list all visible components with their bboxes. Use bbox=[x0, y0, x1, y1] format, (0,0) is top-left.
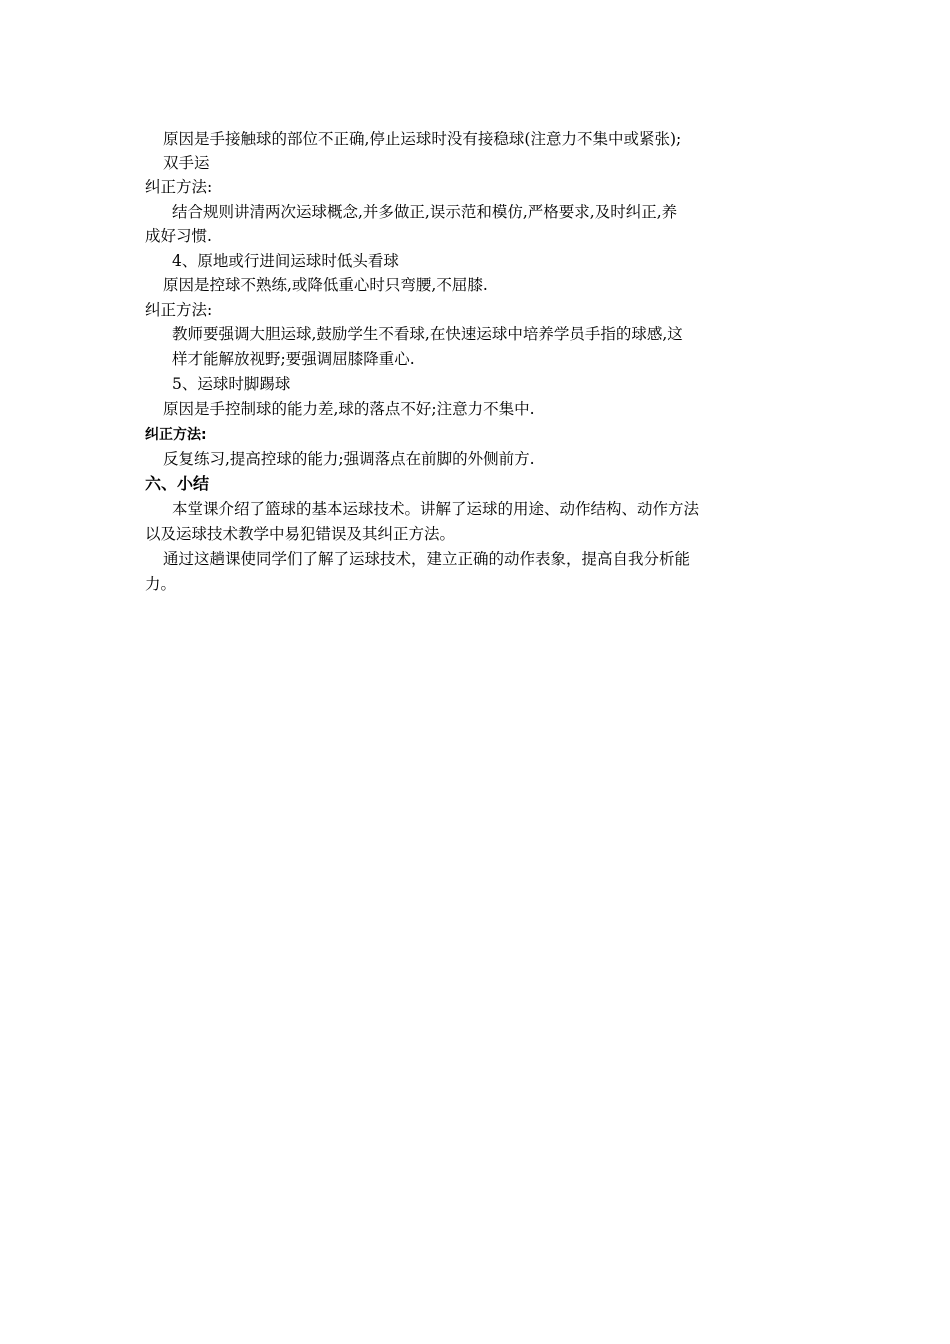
paragraph-line: 原因是控球不熟练,或降低重心时只弯腰,不屈膝. bbox=[163, 276, 488, 294]
paragraph-line: 反复练习,提高控球的能力;强调落点在前脚的外侧前方. bbox=[163, 450, 535, 468]
section-label: 纠正方法: bbox=[145, 178, 213, 196]
paragraph-line: 成好习惯. bbox=[145, 227, 212, 245]
paragraph-line: 本堂课介绍了篮球的基本运球技术。讲解了运球的用途、动作结构、动作方法 bbox=[172, 500, 700, 518]
paragraph-line: 力。 bbox=[145, 575, 177, 593]
paragraph-line: 双手运 bbox=[163, 154, 210, 172]
paragraph-line: 结合规则讲清两次运球概念,并多做正,误示范和模仿,严格要求,及时纠正,养 bbox=[172, 203, 678, 221]
paragraph-line: 以及运球技术教学中易犯错误及其纠正方法。 bbox=[145, 525, 456, 543]
section-label-bold: 纠正方法: bbox=[145, 427, 207, 443]
paragraph-line: 原因是手接触球的部位不正确,停止运球时没有接稳球(注意力不集中或紧张); bbox=[163, 130, 682, 148]
paragraph-line: 样才能解放视野;要强调屈膝降重心. bbox=[172, 350, 415, 368]
subsection-title: 5、运球时脚踢球 bbox=[172, 375, 291, 393]
section-heading: 六、小结 bbox=[145, 474, 210, 493]
paragraph-line: 通过这趟课使同学们了解了运球技术，建立正确的动作表象，提高自我分析能 bbox=[163, 550, 691, 568]
paragraph-line: 教师要强调大胆运球,鼓励学生不看球,在快速运球中培养学员手指的球感,这 bbox=[172, 325, 683, 343]
section-label: 纠正方法: bbox=[145, 301, 213, 319]
subsection-title: 4、原地或行进间运球时低头看球 bbox=[172, 252, 399, 270]
paragraph-line: 原因是手控制球的能力差,球的落点不好;注意力不集中. bbox=[163, 400, 535, 418]
